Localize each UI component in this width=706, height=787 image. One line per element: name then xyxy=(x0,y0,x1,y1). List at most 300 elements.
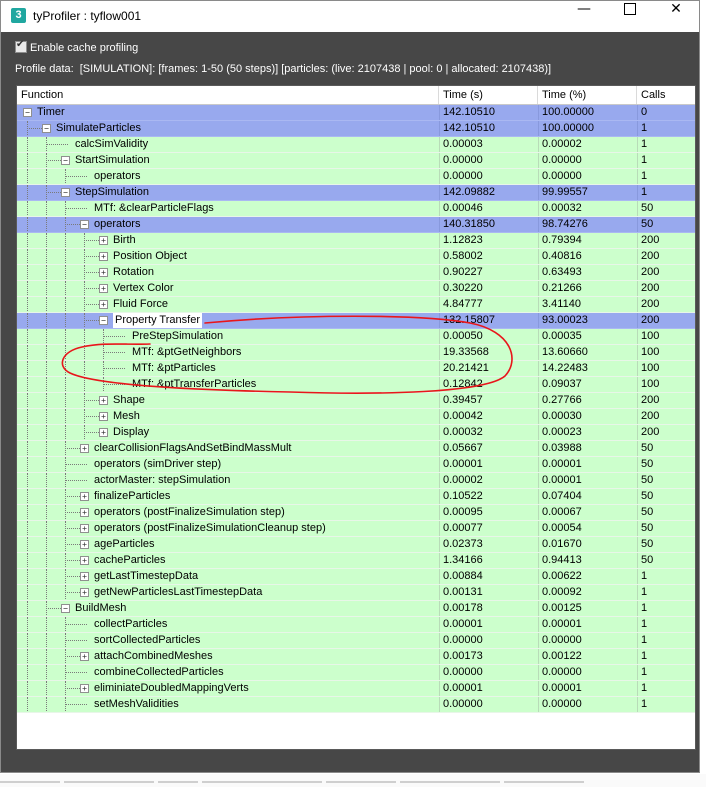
function-cell xyxy=(17,521,435,536)
table-row[interactable] xyxy=(17,105,695,121)
tree-connector xyxy=(65,176,87,177)
tree-guide xyxy=(46,697,47,712)
enable-cache-profiling-checkbox[interactable] xyxy=(15,41,27,53)
tree-guide xyxy=(27,441,28,456)
calls-cell: 1 xyxy=(637,185,696,200)
function-cell xyxy=(17,377,435,392)
enable-cache-profiling-label: Enable cache profiling xyxy=(30,42,139,54)
expand-icon[interactable]: + xyxy=(80,444,89,453)
tree-guide xyxy=(65,473,66,488)
function-cell xyxy=(17,617,435,632)
time-cell: 0.00000 xyxy=(439,153,539,168)
function-cell xyxy=(17,489,435,504)
tree-connector xyxy=(84,304,99,305)
percent-cell: 98.74276 xyxy=(538,217,638,232)
table-row[interactable] xyxy=(17,521,695,537)
client-area xyxy=(1,32,699,773)
function-name: PreStepSimulation xyxy=(132,330,224,342)
tree-guide xyxy=(46,153,47,168)
function-cell xyxy=(17,601,435,616)
table-row[interactable] xyxy=(17,665,695,681)
expand-icon[interactable]: + xyxy=(99,236,108,245)
tree-guide xyxy=(65,537,66,552)
tree-guide xyxy=(65,521,66,536)
tree-guide xyxy=(65,265,66,280)
tree-guide xyxy=(84,297,85,312)
tree-guide xyxy=(46,361,47,376)
tree-guide xyxy=(84,425,85,440)
tree-guide xyxy=(46,265,47,280)
expand-icon[interactable]: + xyxy=(80,556,89,565)
tree-guide xyxy=(46,569,47,584)
tree-guide xyxy=(27,393,28,408)
time-cell: 1.34166 xyxy=(439,553,539,568)
tree-connector xyxy=(84,320,99,321)
time-cell: 4.84777 xyxy=(439,297,539,312)
function-name: MTf: &clearParticleFlags xyxy=(94,202,214,214)
function-cell xyxy=(17,329,435,344)
tree-guide xyxy=(65,249,66,264)
function-name: combineCollectedParticles xyxy=(94,666,224,678)
calls-cell: 50 xyxy=(637,441,696,456)
table-row[interactable] xyxy=(17,649,695,665)
expand-icon[interactable]: + xyxy=(80,540,89,549)
expand-icon[interactable]: + xyxy=(99,412,108,421)
calls-cell: 200 xyxy=(637,281,696,296)
table-row[interactable] xyxy=(17,329,695,345)
tree-guide xyxy=(65,313,66,328)
tree-connector xyxy=(65,464,87,465)
tree-guide xyxy=(27,217,28,232)
tree-guide xyxy=(65,281,66,296)
tree-guide xyxy=(46,457,47,472)
table-row[interactable] xyxy=(17,601,695,617)
tree-guide xyxy=(65,585,66,600)
table-body xyxy=(17,105,695,713)
tree-connector xyxy=(103,384,125,385)
time-cell: 0.00000 xyxy=(439,169,539,184)
table-row[interactable] xyxy=(17,169,695,185)
time-cell: 0.00000 xyxy=(439,665,539,680)
calls-cell: 200 xyxy=(637,393,696,408)
function-name: operators xyxy=(94,170,141,182)
tree-guide xyxy=(27,553,28,568)
tree-guide xyxy=(46,633,47,648)
tree-guide xyxy=(46,409,47,424)
time-cell: 0.90227 xyxy=(439,265,539,280)
expand-icon[interactable]: + xyxy=(99,428,108,437)
tree-guide xyxy=(27,265,28,280)
tree-guide xyxy=(46,553,47,568)
tree-guide xyxy=(65,393,66,408)
percent-cell: 0.00054 xyxy=(538,521,638,536)
percent-cell: 0.00001 xyxy=(538,473,638,488)
tree-guide xyxy=(27,185,28,200)
tree-guide xyxy=(27,665,28,680)
calls-cell: 50 xyxy=(637,489,696,504)
tree-connector xyxy=(84,288,99,289)
function-cell xyxy=(17,633,435,648)
tree-guide xyxy=(46,393,47,408)
time-cell: 0.00131 xyxy=(439,585,539,600)
tree-guide xyxy=(84,393,85,408)
tree-guide xyxy=(65,665,66,680)
function-name: Vertex Color xyxy=(113,282,174,294)
tree-connector xyxy=(103,336,125,337)
percent-cell: 0.00001 xyxy=(538,681,638,696)
function-name: operators (simDriver step) xyxy=(94,458,222,470)
column-header-time-pct[interactable]: Time (%) xyxy=(538,86,637,104)
table-row[interactable] xyxy=(17,265,695,281)
tree-connector xyxy=(27,128,42,129)
percent-cell: 93.00023 xyxy=(538,313,638,328)
calls-cell: 50 xyxy=(637,553,696,568)
tree-guide xyxy=(46,217,47,232)
table-row[interactable] xyxy=(17,697,695,713)
tree-guide xyxy=(27,201,28,216)
time-cell: 132.15807 xyxy=(439,313,539,328)
table-row[interactable] xyxy=(17,425,695,441)
expand-icon[interactable]: + xyxy=(99,268,108,277)
tree-guide xyxy=(84,249,85,264)
tree-guide xyxy=(27,521,28,536)
tree-guide xyxy=(65,217,66,232)
table-row[interactable] xyxy=(17,553,695,569)
tree-guide xyxy=(65,329,66,344)
tree-guide xyxy=(65,681,66,696)
tree-guide xyxy=(27,601,28,616)
time-cell: 0.39457 xyxy=(439,393,539,408)
collapse-icon[interactable]: − xyxy=(42,124,51,133)
function-name: getNewParticlesLastTimestepData xyxy=(94,586,263,598)
table-row[interactable] xyxy=(17,633,695,649)
window-title: tyProfiler : tyflow001 xyxy=(33,9,142,23)
tree-guide xyxy=(65,441,66,456)
expand-icon[interactable]: + xyxy=(80,684,89,693)
tree-connector xyxy=(103,368,125,369)
function-cell xyxy=(17,313,435,328)
tree-connector xyxy=(65,656,80,657)
tree-guide xyxy=(65,409,66,424)
table-row[interactable] xyxy=(17,537,695,553)
function-cell xyxy=(17,137,435,152)
function-cell xyxy=(17,585,435,600)
table-row[interactable] xyxy=(17,201,695,217)
collapse-icon[interactable]: − xyxy=(23,108,32,117)
close-button[interactable] xyxy=(653,1,699,32)
table-row[interactable] xyxy=(17,617,695,633)
function-cell xyxy=(17,649,435,664)
enable-cache-profiling-option[interactable] xyxy=(15,41,138,54)
table-row[interactable] xyxy=(17,361,695,377)
tree-connector xyxy=(103,352,125,353)
percent-cell: 0.00000 xyxy=(538,169,638,184)
time-cell: 20.21421 xyxy=(439,361,539,376)
calls-cell: 1 xyxy=(637,585,696,600)
percent-cell: 0.00023 xyxy=(538,425,638,440)
time-cell: 0.00000 xyxy=(439,697,539,712)
percent-cell: 0.00000 xyxy=(538,153,638,168)
calls-cell: 1 xyxy=(637,569,696,584)
percent-cell: 0.00000 xyxy=(538,633,638,648)
function-cell xyxy=(17,665,435,680)
percent-cell: 0.09037 xyxy=(538,377,638,392)
tree-connector xyxy=(65,688,80,689)
tree-guide xyxy=(103,377,104,392)
tree-guide xyxy=(84,233,85,248)
tree-guide xyxy=(27,137,28,152)
tree-guide xyxy=(46,665,47,680)
function-cell xyxy=(17,185,435,200)
tree-connector xyxy=(65,528,80,529)
tree-guide xyxy=(27,505,28,520)
tree-connector xyxy=(65,640,87,641)
table-row[interactable] xyxy=(17,233,695,249)
time-cell: 0.00001 xyxy=(439,457,539,472)
tree-guide xyxy=(65,233,66,248)
tree-guide xyxy=(27,585,28,600)
maximize-button[interactable] xyxy=(607,1,653,32)
percent-cell: 0.00122 xyxy=(538,649,638,664)
function-cell xyxy=(17,265,435,280)
function-name: Mesh xyxy=(113,410,140,422)
function-name: clearCollisionFlagsAndSetBindMassMult xyxy=(94,442,292,454)
time-cell: 0.00001 xyxy=(439,681,539,696)
function-name: ageParticles xyxy=(94,538,155,550)
table-row[interactable] xyxy=(17,377,695,393)
function-name: Fluid Force xyxy=(113,298,169,310)
collapse-icon[interactable]: − xyxy=(61,156,70,165)
table-row[interactable] xyxy=(17,345,695,361)
tree-guide xyxy=(27,361,28,376)
tree-guide xyxy=(27,473,28,488)
tree-guide xyxy=(46,473,47,488)
tree-guide xyxy=(27,121,28,136)
table-row[interactable] xyxy=(17,489,695,505)
expand-icon[interactable]: + xyxy=(80,508,89,517)
tree-guide xyxy=(84,345,85,360)
function-name: getLastTimestepData xyxy=(94,570,199,582)
time-cell: 0.00046 xyxy=(439,201,539,216)
tree-guide xyxy=(27,377,28,392)
function-cell xyxy=(17,441,435,456)
tree-connector xyxy=(65,480,87,481)
function-name: operators (postFinalizeSimulation step) xyxy=(94,506,285,518)
percent-cell: 0.94413 xyxy=(538,553,638,568)
function-name: Property Transfer xyxy=(115,314,200,326)
tree-guide xyxy=(27,169,28,184)
tree-guide xyxy=(27,649,28,664)
percent-cell: 3.41140 xyxy=(538,297,638,312)
expand-icon[interactable]: + xyxy=(99,284,108,293)
collapse-icon[interactable]: − xyxy=(80,220,89,229)
function-cell xyxy=(17,233,435,248)
tree-guide xyxy=(46,441,47,456)
table-header xyxy=(17,86,695,105)
tree-connector xyxy=(65,672,87,673)
table-row[interactable] xyxy=(17,153,695,169)
close-icon: ✕ xyxy=(670,1,682,17)
tree-guide xyxy=(27,313,28,328)
tree-guide xyxy=(65,457,66,472)
background-text-strip xyxy=(0,774,706,787)
table-row[interactable] xyxy=(17,505,695,521)
tree-guide xyxy=(103,361,104,376)
tree-guide xyxy=(65,489,66,504)
minimize-icon: — xyxy=(577,1,591,17)
calls-cell: 200 xyxy=(637,249,696,264)
calls-cell: 200 xyxy=(637,409,696,424)
tree-guide xyxy=(65,617,66,632)
table-row[interactable] xyxy=(17,569,695,585)
tree-guide xyxy=(103,329,104,344)
percent-cell: 100.00000 xyxy=(538,121,638,136)
tree-guide xyxy=(65,553,66,568)
function-cell xyxy=(17,217,435,232)
percent-cell: 0.00001 xyxy=(538,457,638,472)
expand-icon[interactable]: + xyxy=(99,252,108,261)
expand-icon[interactable]: + xyxy=(80,524,89,533)
expand-icon[interactable]: + xyxy=(80,572,89,581)
tree-guide xyxy=(65,201,66,216)
profiler-tree-table[interactable] xyxy=(16,85,696,750)
table-row[interactable] xyxy=(17,297,695,313)
column-header-time-s[interactable]: Time (s) xyxy=(439,86,538,104)
percent-cell: 0.21266 xyxy=(538,281,638,296)
table-row[interactable] xyxy=(17,409,695,425)
calls-cell: 1 xyxy=(637,137,696,152)
expand-icon[interactable]: + xyxy=(80,652,89,661)
collapse-icon[interactable]: − xyxy=(61,188,70,197)
tree-guide xyxy=(65,505,66,520)
tree-guide xyxy=(84,265,85,280)
percent-cell: 0.00032 xyxy=(538,201,638,216)
calls-cell: 200 xyxy=(637,313,696,328)
function-name: attachCombinedMeshes xyxy=(94,650,213,662)
calls-cell: 1 xyxy=(637,649,696,664)
tree-guide xyxy=(65,569,66,584)
column-header-calls[interactable]: Calls xyxy=(641,89,666,101)
time-cell: 0.12842 xyxy=(439,377,539,392)
table-row[interactable] xyxy=(17,585,695,601)
tree-guide xyxy=(46,521,47,536)
function-name: Display xyxy=(113,426,150,438)
tree-guide xyxy=(27,537,28,552)
function-cell xyxy=(17,553,435,568)
maximize-icon xyxy=(624,3,636,15)
tree-connector xyxy=(65,624,87,625)
table-row[interactable] xyxy=(17,393,695,409)
table-row[interactable] xyxy=(17,121,695,137)
percent-cell: 13.60660 xyxy=(538,345,638,360)
expand-icon[interactable]: + xyxy=(80,588,89,597)
time-cell: 0.00095 xyxy=(439,505,539,520)
collapse-icon[interactable]: − xyxy=(61,604,70,613)
time-cell: 142.10510 xyxy=(439,121,539,136)
time-cell: 0.30220 xyxy=(439,281,539,296)
tree-connector xyxy=(65,448,80,449)
tree-guide xyxy=(27,569,28,584)
tree-guide xyxy=(27,345,28,360)
calls-cell: 200 xyxy=(637,233,696,248)
tree-guide xyxy=(46,585,47,600)
calls-cell: 50 xyxy=(637,201,696,216)
function-cell xyxy=(17,425,435,440)
function-name: sortCollectedParticles xyxy=(94,634,201,646)
title-bar[interactable] xyxy=(1,1,699,32)
function-cell xyxy=(17,249,435,264)
percent-cell: 0.01670 xyxy=(538,537,638,552)
tree-connector xyxy=(84,432,99,433)
time-cell: 0.05667 xyxy=(439,441,539,456)
expand-icon[interactable]: + xyxy=(99,396,108,405)
tree-guide xyxy=(46,329,47,344)
calls-cell: 1 xyxy=(637,665,696,680)
percent-cell: 99.99557 xyxy=(538,185,638,200)
column-header-function[interactable]: Function xyxy=(17,86,439,104)
function-name: MTf: &ptTransferParticles xyxy=(132,378,257,390)
calls-cell: 1 xyxy=(637,633,696,648)
tree-guide xyxy=(84,361,85,376)
time-cell: 142.10510 xyxy=(439,105,539,120)
table-row[interactable] xyxy=(17,441,695,457)
tree-guide xyxy=(27,233,28,248)
tree-guide xyxy=(27,297,28,312)
tree-connector xyxy=(84,240,99,241)
calls-cell: 0 xyxy=(637,105,696,120)
expand-icon[interactable]: + xyxy=(99,300,108,309)
table-row[interactable] xyxy=(17,217,695,233)
tree-guide xyxy=(65,297,66,312)
function-name: operators (postFinalizeSimulationCleanup step) xyxy=(94,522,326,534)
function-name: Timer xyxy=(37,106,65,118)
function-cell xyxy=(17,697,435,712)
tree-guide xyxy=(27,633,28,648)
function-cell xyxy=(17,569,435,584)
percent-cell: 0.00092 xyxy=(538,585,638,600)
time-cell: 0.00884 xyxy=(439,569,539,584)
table-row[interactable] xyxy=(17,313,695,329)
collapse-icon[interactable]: − xyxy=(99,316,108,325)
time-cell: 0.00178 xyxy=(439,601,539,616)
minimize-button[interactable] xyxy=(561,1,607,32)
function-name: Birth xyxy=(113,234,136,246)
table-row[interactable] xyxy=(17,457,695,473)
table-row[interactable] xyxy=(17,281,695,297)
tree-guide xyxy=(27,409,28,424)
table-row[interactable] xyxy=(17,681,695,697)
function-cell xyxy=(17,281,435,296)
function-name: actorMaster: stepSimulation xyxy=(94,474,231,486)
profile-data-label: Profile data: xyxy=(15,63,74,75)
time-cell: 0.00002 xyxy=(439,473,539,488)
function-cell xyxy=(17,153,435,168)
tree-guide xyxy=(65,345,66,360)
tree-connector xyxy=(46,144,68,145)
table-row[interactable] xyxy=(17,185,695,201)
function-cell xyxy=(17,473,435,488)
time-cell: 0.00173 xyxy=(439,649,539,664)
calls-cell: 1 xyxy=(637,697,696,712)
tree-guide xyxy=(65,425,66,440)
table-row[interactable] xyxy=(17,137,695,153)
table-row[interactable] xyxy=(17,473,695,489)
expand-icon[interactable]: + xyxy=(80,492,89,501)
function-name: SimulateParticles xyxy=(56,122,141,134)
tree-guide xyxy=(27,425,28,440)
table-row[interactable] xyxy=(17,249,695,265)
function-name: MTf: &ptGetNeighbors xyxy=(132,346,242,358)
